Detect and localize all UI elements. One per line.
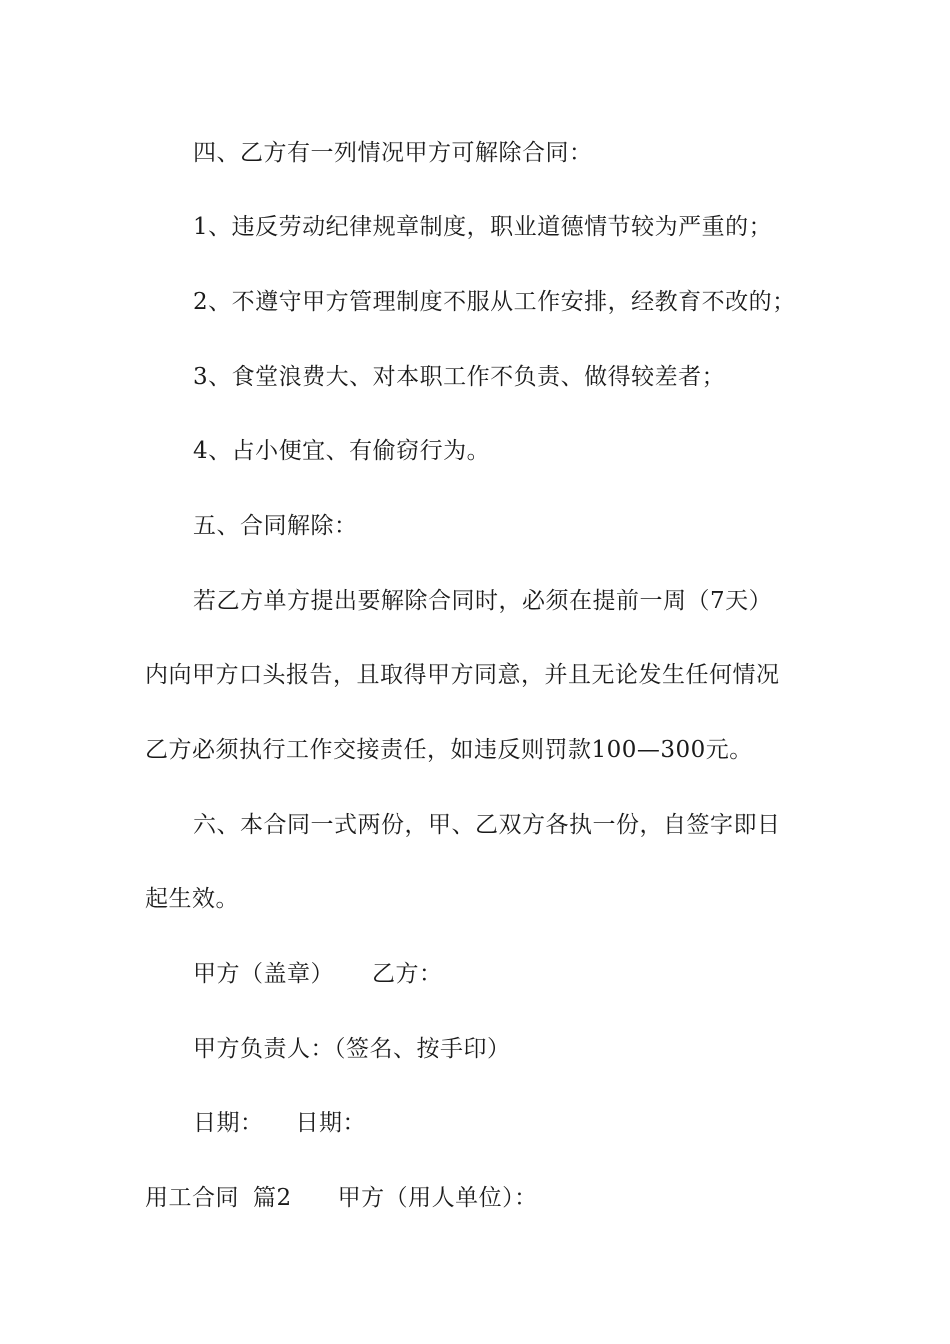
party-a-seal-label: 甲方（盖章） [193, 961, 334, 987]
clause-4-item-3: 3、食堂浪费大、对本职工作不负责、做得较差者； [193, 364, 726, 390]
signature-party-row [193, 959, 873, 989]
next-contract-part: 篇2 [253, 1185, 292, 1211]
clause-4-heading: 四、乙方有一列情况甲方可解除合同： [193, 140, 593, 166]
clause-4-item-2: 2、不遵守甲方管理制度不服从工作安排，经教育不改的； [193, 289, 796, 315]
date-b-label: 日期： [295, 1110, 366, 1136]
party-b-label: 乙方： [372, 961, 443, 987]
next-contract-title: 用工合同 [145, 1185, 239, 1211]
party-a-responsible-label: 甲方负责人：（签名、按手印） [193, 1036, 511, 1062]
clause-5-paragraph-line-1: 若乙方单方提出要解除合同时，必须在提前一周（7天） [193, 588, 773, 614]
clause-4-item-1: 1、违反劳动纪律规章制度，职业道德情节较为严重的； [193, 214, 773, 240]
date-a-label: 日期： [193, 1110, 264, 1136]
clause-4-item-4: 4、占小便宜、有偷窃行为。 [193, 438, 491, 464]
clause-5-paragraph-line-3: 乙方必须执行工作交接责任，如违反则罚款100—300元。 [145, 737, 753, 763]
clause-6-line-1: 六、本合同一式两份，甲、乙双方各执一份，自签字即日 [193, 812, 781, 838]
signature-date-row [193, 1108, 873, 1138]
clause-5-heading: 五、合同解除： [193, 513, 358, 539]
clause-6-line-2: 起生效。 [145, 886, 239, 912]
next-contract-heading-row [145, 1183, 825, 1213]
next-contract-party-a-label: 甲方（用人单位）： [337, 1185, 538, 1211]
clause-5-paragraph-line-2: 内向甲方口头报告，且取得甲方同意，并且无论发生任何情况 [145, 662, 780, 688]
